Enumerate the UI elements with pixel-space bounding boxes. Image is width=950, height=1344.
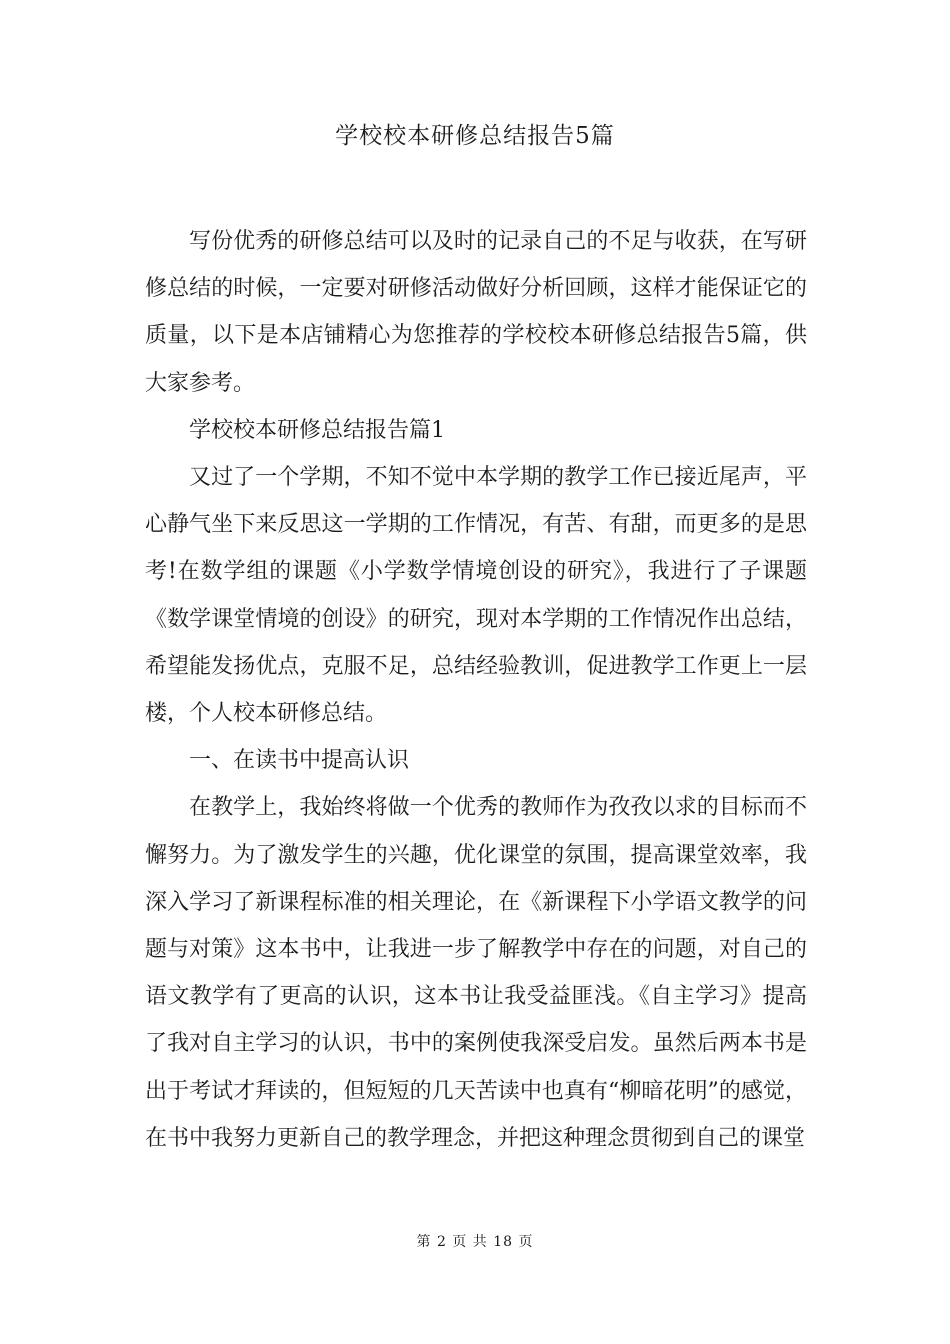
section-heading-part1: 学校校本研修总结报告篇1 xyxy=(189,417,445,443)
body-paragraph: 又过了一个学期，不知不觉中本学期的教学工作已接近尾声，平心静气坐下来反思这一学期的工作情况，有苦、有甜，而更多的是思考!在数学组的课题《小学数学情境创设的研究》，我进行了子课题《数学课堂情境的创设》的研究，现对本学期的工作情况作出总结，希望能发扬优点，克服不足，总结经验教训，促进教学工作更上一层楼，个人校本研修总结。 xyxy=(145,465,807,727)
document-body xyxy=(145,218,807,1162)
body-paragraph: 在教学上，我始终将做一个优秀的教师作为孜孜以求的目标而不懈努力。为了激发学生的兴趣，优化课堂的氛围，提高课堂效率，我深入学习了新课程标准的相关理论，在《新课程下小学语文教学的问题与对策》这本书中，让我进一步了解教学中存在的问题，对自己的语文教学有了更高的认识，这本书让我受益匪浅。《自主学习》提高了我对自主学习的认识，书中的案例使我深受启发。虽然后两本书是出于考试才拜读的，但短短的几天苦读中也真有“柳暗花明”的感觉，在书中我努力更新自己的教学理念，并把这种理念贯彻到自己的课堂 xyxy=(145,795,807,1151)
intro-paragraph: 写份优秀的研修总结可以及时的记录自己的不足与收获，在写研修总结的时候，一定要对研修活动做好分析回顾，这样才能保证它的质量，以下是本店铺精心为您推荐的学校校本研修总结报告5篇，供大家参考。 xyxy=(145,229,807,396)
page-number-footer: 第 2 页 共 18 页 xyxy=(416,1234,534,1250)
document-title: 学校校本研修总结报告5篇 xyxy=(335,123,615,149)
section-heading-reading: 一、在读书中提高认识 xyxy=(189,748,410,774)
